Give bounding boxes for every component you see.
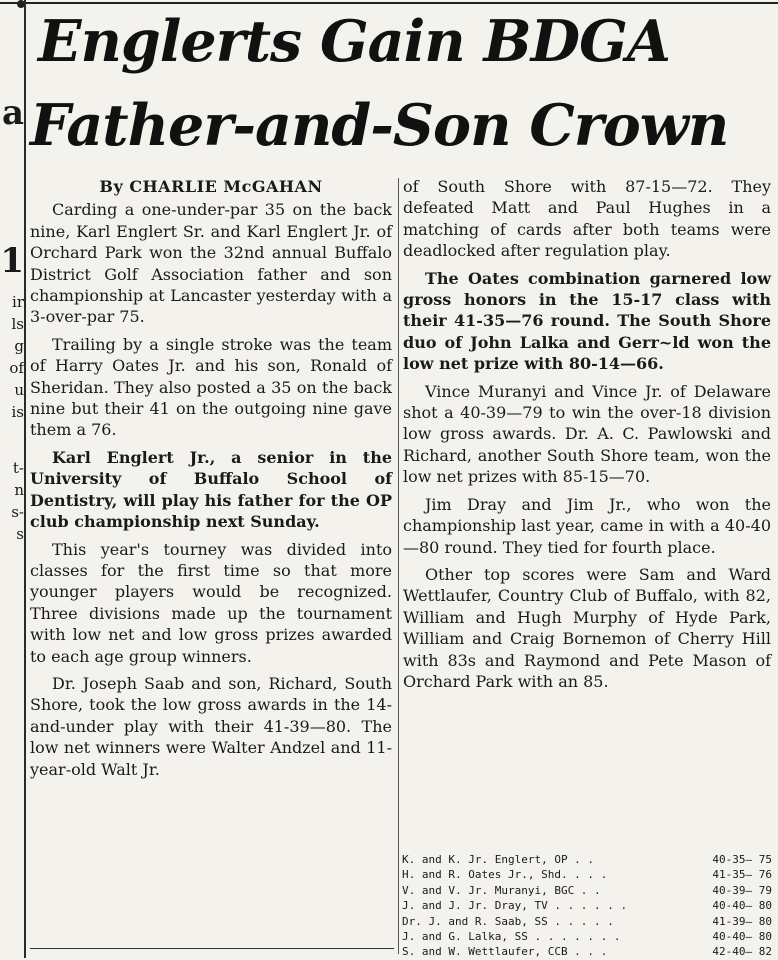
article-column-2: [403, 176, 771, 692]
score-team: Dr. J. and R. Saab, SS . . . . .: [402, 914, 614, 928]
score-team: K. and K. Jr. Englert, OP . .: [402, 853, 595, 866]
paragraph: Jim Dray and Jim Jr., who won the championship last year, came in with a 40-40—80 round. They tied for fourth place.: [403, 494, 771, 557]
score-team: S. and W. Wettlaufer, CCB . . .: [402, 945, 608, 959]
left-fragment: u: [14, 381, 24, 399]
left-fragment: t-: [12, 459, 24, 477]
paragraph-bold: The Oates combination garnered low gross honors in the 15-17 class with their 41-35—76 round. The South Shore duo of John Lalka and Gerr~ld won the low net prize with 80-14—66.: [403, 268, 771, 374]
headline-line-1: Englerts Gain BDGA: [38, 8, 671, 75]
article-column-1: [30, 176, 392, 780]
score-row: [402, 898, 772, 913]
score-row: [402, 914, 772, 929]
paragraph: Dr. Joseph Saab and son, Richard, South Shore, took the low gross awards in the 14-and-under play with their 41-39—80. The low net winners were Walter Andzel and 11-year-old Walt Jr.: [30, 673, 392, 779]
score-team: J. and G. Lalka, SS . . . . . . .: [402, 930, 621, 944]
score-row: [402, 867, 772, 882]
top-rule: [0, 2, 778, 4]
left-fragment: g: [14, 337, 24, 355]
score-team: J. and J. Jr. Dray, TV . . . . . .: [402, 899, 628, 913]
left-fragment: ls: [11, 315, 24, 333]
headline-line-2: Father-and-Son Crown: [30, 92, 729, 159]
paragraph: Other top scores were Sam and Ward Wettlaufer, Country Club of Buffalo, with 82, William and Hugh Murphy of Hyde Park, William and Craig Bornemon of Cherry Hill with 83s and Raymond and Pete Mason of Orchard Park with an 85.: [403, 564, 771, 691]
score-value: 40-40— 80: [712, 899, 772, 913]
score-team: V. and V. Jr. Muranyi, BGC . .: [402, 883, 601, 897]
paragraph-bold: Karl Englert Jr., a senior in the University of Buffalo School of Dentistry, will play his father for the OP club championship next Sunday.: [30, 447, 392, 532]
score-value: 40-35— 75: [712, 853, 772, 866]
score-row: [402, 929, 772, 944]
byline: By CHARLIE McGAHAN: [99, 177, 323, 196]
paragraph: Trailing by a single stroke was the team of Harry Oates Jr. and his son, Ronald of Sheridan. They also posted a 35 on the back nine but their 41 on the outgoing nine gave them a 76.: [30, 334, 392, 440]
score-value: 41-39— 80: [712, 914, 772, 928]
bottom-rule: [30, 948, 394, 949]
column-divider-middle: [398, 178, 399, 954]
left-fragment: s: [16, 525, 24, 543]
score-team: H. and R. Oates Jr., Shd. . . .: [402, 868, 608, 882]
left-fragment-big: 1: [0, 244, 24, 278]
paragraph: This year's tourney was divided into classes for the first time so that more younger players would be recognized. Three divisions made up the tournament with low net and low gross prizes awarded to each age group winners.: [30, 539, 392, 666]
left-fragment: ir: [12, 293, 24, 311]
left-fragment: n: [14, 481, 24, 499]
paragraph: Carding a one-under-par 35 on the back nine, Karl Englert Sr. and Karl Englert Jr. of Orchard Park won the 32nd annual Buffalo District Golf Association father and son championship at Lancaster yesterday with a 3-over-par 75.: [30, 200, 392, 327]
score-value: 40-39— 79: [712, 883, 772, 897]
score-value: 42-40— 82: [712, 945, 772, 959]
paragraph: Vince Muranyi and Vince Jr. of Delaware shot a 40-39—79 to win the over-18 division low gross awards. Dr. A. C. Pawlowski and Richard, another South Shore team, won the low net prizes with 85-15—70.: [403, 381, 771, 487]
score-row: [402, 852, 772, 867]
left-fragment: of: [9, 359, 24, 377]
left-fragment: is: [11, 403, 24, 421]
score-table: [402, 852, 772, 960]
score-row: [402, 883, 772, 898]
score-value: 40-40— 80: [712, 930, 772, 944]
left-fragment: s-: [11, 503, 24, 521]
paragraph-continued: of South Shore with 87-15—72. They defeated Matt and Paul Hughes in a matching of cards after both teams were deadlocked after regulation play.: [403, 177, 771, 261]
left-fragment-big: a: [1, 96, 24, 130]
column-divider-left: [24, 0, 26, 958]
score-value: 41-35— 76: [712, 868, 772, 882]
